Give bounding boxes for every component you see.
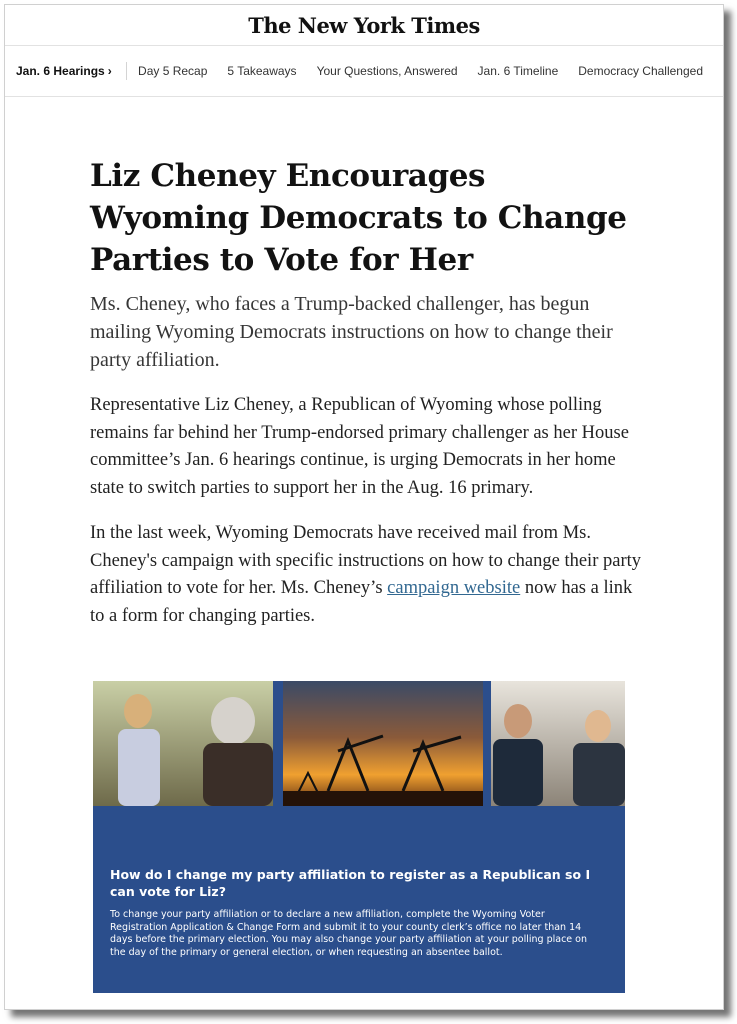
mailer-photo-strip [93, 681, 625, 811]
paragraph-2-text-b: now has a link to a form for changing parties. [90, 578, 633, 626]
masthead [5, 5, 723, 46]
nav-link-democracy-challenged[interactable]: Democracy Challenged [578, 64, 703, 78]
headline: Liz Cheney Encourages Wyoming Democrats to Change Parties to Vote for Her [90, 158, 627, 278]
mailer-text [110, 866, 595, 959]
section-label: Jan. 6 Hearings [16, 64, 105, 78]
article [5, 97, 645, 630]
section-link-jan6-hearings[interactable] [16, 64, 112, 78]
paragraph-2 [90, 520, 645, 630]
paragraph-2-text-a: In the last week, Wyoming Democrats have received mail from Ms. Cheney's campaign with specific instructions on how to change their party affiliation to vote for her. Ms. Cheney’s [90, 523, 641, 598]
paragraph-1: Representative Liz Cheney, a Republican of Wyoming whose polling remains far behind her Trump-endorsed primary challenger as her House committee’s Jan. 6 hearings continue, is urging Democrats in her home state to switch parties to support her in the Aug. 16 primary. [90, 395, 629, 498]
mailer-photo [93, 681, 625, 993]
section-nav [5, 46, 723, 97]
mailer-question: How do I change my party affiliation to register as a Republican so I can vote for Liz? [110, 867, 591, 899]
mailer-answer: To change your party affiliation or to declare a new affiliation, complete the Wyoming Voter Registration Application & Change Form and submit it to your county clerk’s office no later than 14 days before the primary election. You may also change your party affiliation at your polling place on the day of the primary or general election, or when requesting an absentee ballot. [110, 909, 587, 958]
nav-link-day5-recap[interactable]: Day 5 Recap [138, 64, 208, 78]
nav-link-jan6-timeline[interactable]: Jan. 6 Timeline [477, 64, 559, 78]
article-summary: Ms. Cheney, who faces a Trump-backed challenger, has begun mailing Wyoming Democrats instructions on how to change their party affiliation. [90, 293, 613, 371]
chevron-right-icon: › [107, 64, 112, 78]
nav-link-your-questions[interactable]: Your Questions, Answered [316, 64, 458, 78]
nyt-logo[interactable]: The New York Times [248, 12, 480, 38]
photo-panel-conversation [491, 681, 625, 806]
campaign-website-link[interactable]: campaign website [387, 578, 521, 598]
photo-panel-people [93, 681, 273, 806]
photo-panel-oil-pumps [283, 681, 483, 806]
nav-link-5-takeaways[interactable]: 5 Takeaways [227, 64, 297, 78]
